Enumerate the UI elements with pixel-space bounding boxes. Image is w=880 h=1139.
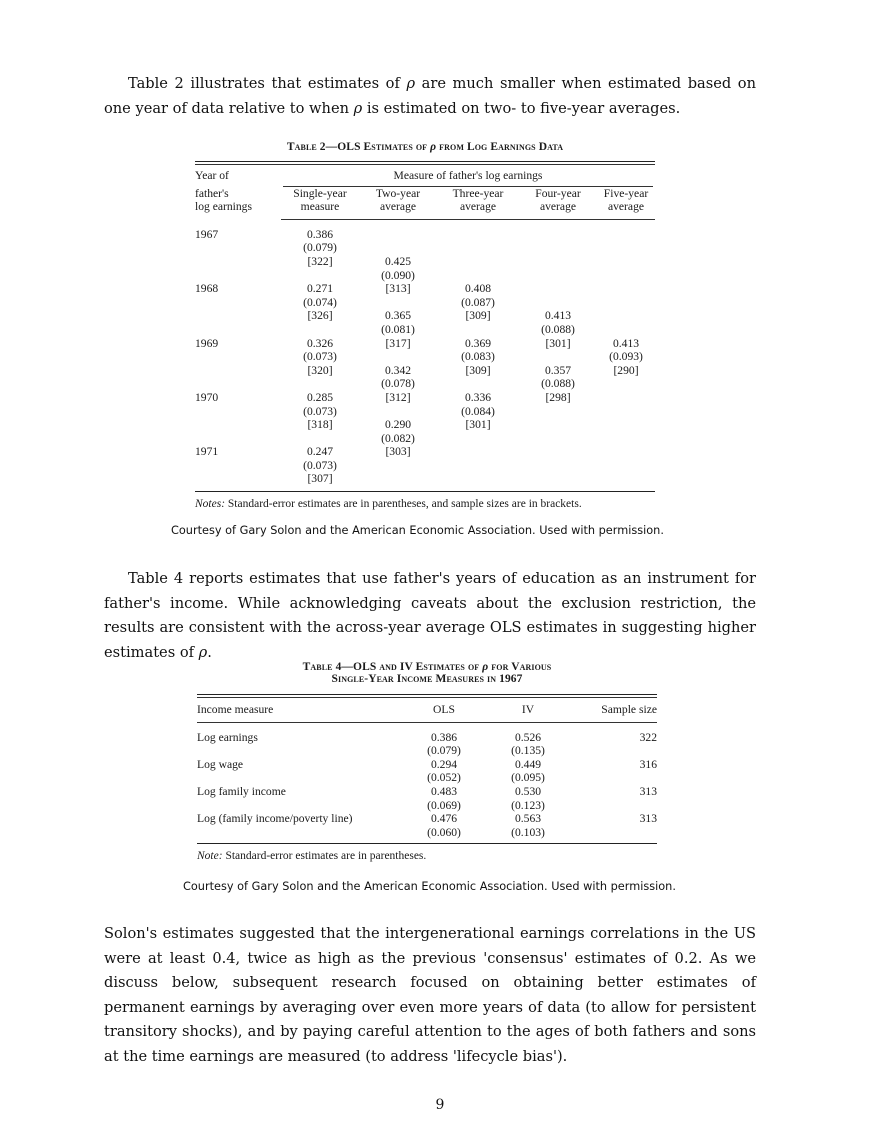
table-2-line: [195, 418, 655, 432]
table-2-cell: [301]: [465, 418, 491, 432]
table-4-note-label: Note:: [197, 850, 223, 863]
table-2-cell: [597, 472, 655, 486]
table-2-cell: [597, 282, 655, 296]
table-4-iv: 0.530: [514, 784, 542, 798]
table-2-year: [195, 377, 281, 391]
table-2-cell: [519, 459, 597, 473]
table-4-empty: [197, 744, 403, 758]
table-2-year: [195, 472, 281, 486]
table-2-cell: [437, 377, 519, 391]
p2-text-a: Table 4 reports estimates that use father's years of education as an instrument for father's income. While acknowledging caveats about the exclusion restriction, the results are consistent with the across-year average OLS estimates in suggesting higher estimates of: [104, 570, 756, 661]
table-2-cell: [597, 445, 655, 459]
p1-text-a: Table 2 illustrates that estimates of: [128, 75, 407, 92]
table-4-iv-se: (0.095): [511, 771, 545, 785]
table-2-cell: 0.342: [384, 363, 412, 377]
table-2-cell: (0.088): [541, 322, 575, 336]
table-2-year: [195, 241, 281, 255]
table-2-year: [195, 296, 281, 310]
table-2-col4-head-1: Four-year: [535, 186, 581, 200]
table-2-cell: [437, 472, 519, 486]
table-2-cell: [307]: [307, 472, 333, 486]
table-4-caption-prefix: Table 4—OLS and IV Estimates of: [302, 661, 483, 673]
table-2-cell: [519, 228, 597, 242]
table-2-line: [195, 405, 655, 419]
table-2-cell: [437, 228, 519, 242]
table-2-cell: [597, 309, 655, 323]
paragraph-3: Solon's estimates suggested that the intergenerational earnings correlations in the US were at least 0.4, twice as high as the previous 'consensus' estimates of 0.2. As we discuss below, subsequent research focused on obtaining better estimates of permanent earnings by averaging over even more years of data (to allow for persistent transitory shocks), and by paying careful attention to the ages of both fathers and sons at the time earnings are measured (to address 'lifecycle bias').: [104, 925, 756, 1065]
table-4-row: [197, 758, 657, 772]
table-2-cell: [519, 282, 597, 296]
table-4-row: [197, 731, 657, 745]
table-4-empty: [197, 826, 403, 840]
table-2-year: [195, 418, 281, 432]
table-4-iv: 0.449: [514, 757, 542, 771]
table-2-caption: [195, 141, 655, 153]
table-4-empty: [571, 799, 657, 813]
table-2-cell: [437, 432, 519, 446]
table-2-cell: (0.073): [303, 458, 337, 472]
table-2-cell: [519, 350, 597, 364]
table-2-cell: 0.290: [384, 418, 412, 432]
table-4-measure: Log wage: [197, 757, 244, 771]
table-2-spanner: [281, 169, 655, 187]
table-4-head-measure: Income measure: [197, 703, 274, 716]
table-2-line: [195, 241, 655, 255]
table-4-body: [197, 731, 657, 840]
table-2-year: [195, 255, 281, 269]
table-2-cell: [281, 323, 359, 337]
table-2-cell: [437, 255, 519, 269]
table-2-caption-rho: ρ: [430, 141, 437, 153]
table-2-col2-head-2: average: [379, 200, 417, 214]
table-4-n: 316: [639, 757, 657, 771]
table-4-caption: [197, 661, 657, 685]
table-2-cell: [322]: [307, 254, 333, 268]
table-4-ols: 0.476: [430, 812, 458, 826]
table-2-cell: 0.413: [544, 309, 572, 323]
table-4-caption-line-1: [197, 661, 657, 673]
table-2-body: [195, 228, 655, 486]
table-4-empty: [571, 771, 657, 785]
table-2-cell: [519, 241, 597, 255]
table-4-head-ols: OLS: [433, 703, 455, 716]
table-4: [197, 661, 657, 862]
table-2-cell: [519, 405, 597, 419]
table-4-top-rule: [197, 694, 657, 695]
table-4-top-rule-2: [197, 697, 657, 698]
table-2-cell: [290]: [613, 363, 639, 377]
table-2-cell: 0.326: [306, 336, 334, 350]
table-2-cell: [597, 391, 655, 405]
table-2-notes: [195, 498, 655, 510]
table-2-col5-head-2: average: [607, 200, 645, 214]
table-2-caption-suffix: from Log Earnings Data: [436, 141, 564, 153]
table-4-empty: [197, 799, 403, 813]
table-2-cell: 0.271: [306, 282, 334, 296]
table-4-measure: Log earnings: [197, 730, 258, 744]
table-4-iv: 0.563: [514, 812, 542, 826]
table-2-cell: [281, 269, 359, 283]
table-2-cell: [320]: [307, 363, 333, 377]
table-2-line: [195, 391, 655, 405]
table-2-cell: [597, 405, 655, 419]
table-2-line: [195, 309, 655, 323]
table-2-cell: [437, 459, 519, 473]
table-2-cell: 0.408: [464, 282, 492, 296]
table-2-line: [195, 296, 655, 310]
table-2-year: [195, 364, 281, 378]
table-2-year: 1969: [195, 336, 219, 350]
table-2-col2-head-1: Two-year: [375, 186, 421, 200]
table-2-cell: [359, 228, 437, 242]
table-2-cell: [519, 418, 597, 432]
table-4-row-se: [197, 826, 657, 840]
table-2-cell: [437, 269, 519, 283]
table-4-ols-se: (0.069): [427, 798, 461, 812]
table-2-cell: (0.090): [381, 268, 415, 282]
table-2-line: [195, 337, 655, 351]
table-4-head-n: Sample size: [601, 703, 657, 716]
table-4-iv-se: (0.135): [511, 744, 545, 758]
table-4-note: [197, 850, 657, 862]
table-2-cell: (0.093): [609, 350, 643, 364]
table-4-empty: [571, 744, 657, 758]
table-2-cell: (0.073): [303, 404, 337, 418]
table-2-cell: [597, 241, 655, 255]
paragraph-2: [104, 567, 756, 665]
table-4-row: [197, 812, 657, 826]
table-4-header: [197, 703, 657, 717]
table-2-line: [195, 377, 655, 391]
table-2-cell: [519, 445, 597, 459]
table-4-n: 313: [639, 784, 657, 798]
table-4-header-rule: [197, 722, 657, 723]
page-number: 9: [435, 1097, 445, 1113]
table-2-cell: [437, 241, 519, 255]
table-4-iv-se: (0.123): [511, 798, 545, 812]
table-2-cell: [359, 350, 437, 364]
table-2-cell: [597, 459, 655, 473]
p1-text-b: are much smaller when estimated based on one year of data relative to when: [104, 75, 756, 117]
table-2-line: [195, 269, 655, 283]
table-4-caption-suffix: for Various: [488, 661, 552, 673]
p1-rho-1: ρ: [406, 75, 416, 92]
table-2-line: [195, 445, 655, 459]
table-2-cell: [326]: [307, 309, 333, 323]
table-2-cell: 0.365: [384, 309, 412, 323]
table-2-cell: [359, 472, 437, 486]
table-2-year: [195, 405, 281, 419]
table-2-line: [195, 228, 655, 242]
table-2-spanner-label: Measure of father's log earnings: [393, 169, 543, 182]
table-2-header: [195, 169, 655, 214]
table-4-row-se: [197, 799, 657, 813]
table-2-cell: (0.079): [303, 241, 337, 255]
table-2-cell: [437, 323, 519, 337]
table-2-cell: [597, 296, 655, 310]
table-2-cell: 0.386: [306, 227, 334, 241]
table-2-cell: 0.285: [306, 390, 334, 404]
table-2-col4-head-2: average: [539, 200, 577, 214]
table-2-line: [195, 432, 655, 446]
table-4-row-se: [197, 744, 657, 758]
table-2-line: [195, 323, 655, 337]
table-2-line: [195, 459, 655, 473]
table-2-col1-head-2: measure: [300, 200, 340, 214]
table-2-cell: [519, 269, 597, 283]
table-2-col3-head-2: average: [459, 200, 497, 214]
table-4-ols-se: (0.060): [427, 825, 461, 839]
table-2-cell: [318]: [307, 418, 333, 432]
p2-rho: ρ: [198, 643, 208, 661]
table-2-cell: [298]: [545, 390, 571, 404]
table-4-ols-se: (0.052): [427, 771, 461, 785]
table-4-ols: 0.294: [430, 757, 458, 771]
table-2-cell: [597, 377, 655, 391]
table-4-head-iv: IV: [521, 703, 535, 716]
table-2-cell: (0.081): [381, 322, 415, 336]
table-4-iv-se: (0.103): [511, 825, 545, 839]
table-2-cell: [309]: [465, 309, 491, 323]
table-2-cell: [597, 418, 655, 432]
table-2-caption-prefix: Table 2—OLS Estimates of: [286, 141, 431, 153]
table-4-ols: 0.483: [430, 784, 458, 798]
table-4-ols-se: (0.079): [427, 744, 461, 758]
table-2-year: 1971: [195, 445, 219, 459]
table-2-cell: [303]: [385, 445, 411, 459]
table-2-year: 1967: [195, 227, 219, 241]
table-4-row: [197, 785, 657, 799]
table-2-col3-head-1: Three-year: [452, 186, 504, 200]
table-2-cell: [313]: [385, 282, 411, 296]
table-2-cell: [359, 296, 437, 310]
table-2-year: [195, 269, 281, 283]
table-2-top-rule-2: [195, 164, 655, 167]
table-2-cell: (0.087): [461, 295, 495, 309]
table-4-caption-rho: ρ: [482, 661, 489, 673]
paragraph-1: [104, 72, 756, 121]
table-2-cell: (0.088): [541, 377, 575, 391]
table-2-cell: [301]: [545, 336, 571, 350]
courtesy-1: Courtesy of Gary Solon and the American Economic Association. Used with permission.: [171, 524, 664, 537]
table-2-year: [195, 350, 281, 364]
table-4-measure: Log (family income/poverty line): [197, 812, 353, 826]
table-2-year: [195, 323, 281, 337]
table-2-cell: 0.336: [464, 390, 492, 404]
table-2-line: [195, 282, 655, 296]
table-2-cell: 0.357: [544, 363, 572, 377]
table-2-cell: 0.369: [464, 336, 492, 350]
table-2-notes-label: Notes:: [195, 498, 226, 511]
table-2-year: [195, 309, 281, 323]
table-2-cell: [281, 432, 359, 446]
table-2-cell: [437, 445, 519, 459]
table-4-row-se: [197, 771, 657, 785]
table-4-empty: [197, 771, 403, 785]
table-2-cell: [519, 472, 597, 486]
table-2-cell: [597, 228, 655, 242]
table-2: [195, 141, 655, 510]
table-2-line: [195, 350, 655, 364]
table-2-cell: [519, 296, 597, 310]
table-4-measure: Log family income: [197, 784, 286, 798]
table-2-line: [195, 255, 655, 269]
table-2-header-rule: [281, 219, 655, 220]
table-2-cell: [597, 255, 655, 269]
table-2-cell: (0.078): [381, 377, 415, 391]
p1-rho-2: ρ: [353, 99, 363, 117]
p2-text-b: .: [207, 643, 212, 661]
table-2-cell: (0.082): [381, 431, 415, 445]
table-4-n: 322: [639, 730, 657, 744]
table-2-cell: (0.074): [303, 295, 337, 309]
table-4-ols: 0.386: [430, 730, 458, 744]
table-2-col1-head-1: Single-year: [293, 186, 347, 200]
table-2-cell: 0.425: [384, 254, 412, 268]
table-2-cell: [359, 241, 437, 255]
table-2-cell: 0.413: [612, 336, 640, 350]
table-2-stub-header-2: father's: [195, 186, 229, 200]
courtesy-2: Courtesy of Gary Solon and the American Economic Association. Used with permission.: [183, 880, 676, 893]
table-4-caption-line-2: Single-Year Income Measures in 1967: [331, 673, 523, 685]
table-2-notes-text: Standard-error estimates are in parentheses, and sample sizes are in brackets.: [225, 498, 582, 511]
table-2-bottom-rule: [195, 491, 655, 492]
table-2-cell: [597, 269, 655, 283]
table-2-year: 1968: [195, 282, 219, 296]
table-2-cell: [317]: [385, 336, 411, 350]
p1-text-c: is estimated on two- to five-year averages.: [362, 99, 681, 117]
table-2-cell: [281, 377, 359, 391]
table-2-cell: 0.247: [306, 445, 334, 459]
table-4-bottom-rule: [197, 843, 657, 844]
table-2-year: 1970: [195, 390, 219, 404]
table-2-cell: [312]: [385, 390, 411, 404]
table-2-cell: [519, 432, 597, 446]
table-2-stub-header-3: log earnings: [195, 200, 252, 214]
table-2-cell: [597, 432, 655, 446]
table-2-cell: [597, 323, 655, 337]
table-2-cell: [309]: [465, 363, 491, 377]
table-2-cell: [519, 255, 597, 269]
table-4-empty: [571, 826, 657, 840]
table-2-year: [195, 459, 281, 473]
table-4-note-text: Standard-error estimates are in parentheses.: [222, 850, 427, 863]
table-2-line: [195, 472, 655, 486]
table-2-col5-head-1: Five-year: [603, 186, 649, 200]
table-2-cell: [359, 405, 437, 419]
table-2-cell: (0.073): [303, 350, 337, 364]
table-4-n: 313: [639, 812, 657, 826]
table-2-cell: (0.083): [461, 350, 495, 364]
table-4-iv: 0.526: [514, 730, 542, 744]
table-2-cell: [359, 459, 437, 473]
table-2-stub-header-1: Year of: [195, 169, 229, 182]
table-2-line: [195, 364, 655, 378]
table-2-cell: (0.084): [461, 404, 495, 418]
table-2-year: [195, 432, 281, 446]
table-2-top-rule: [195, 161, 655, 162]
